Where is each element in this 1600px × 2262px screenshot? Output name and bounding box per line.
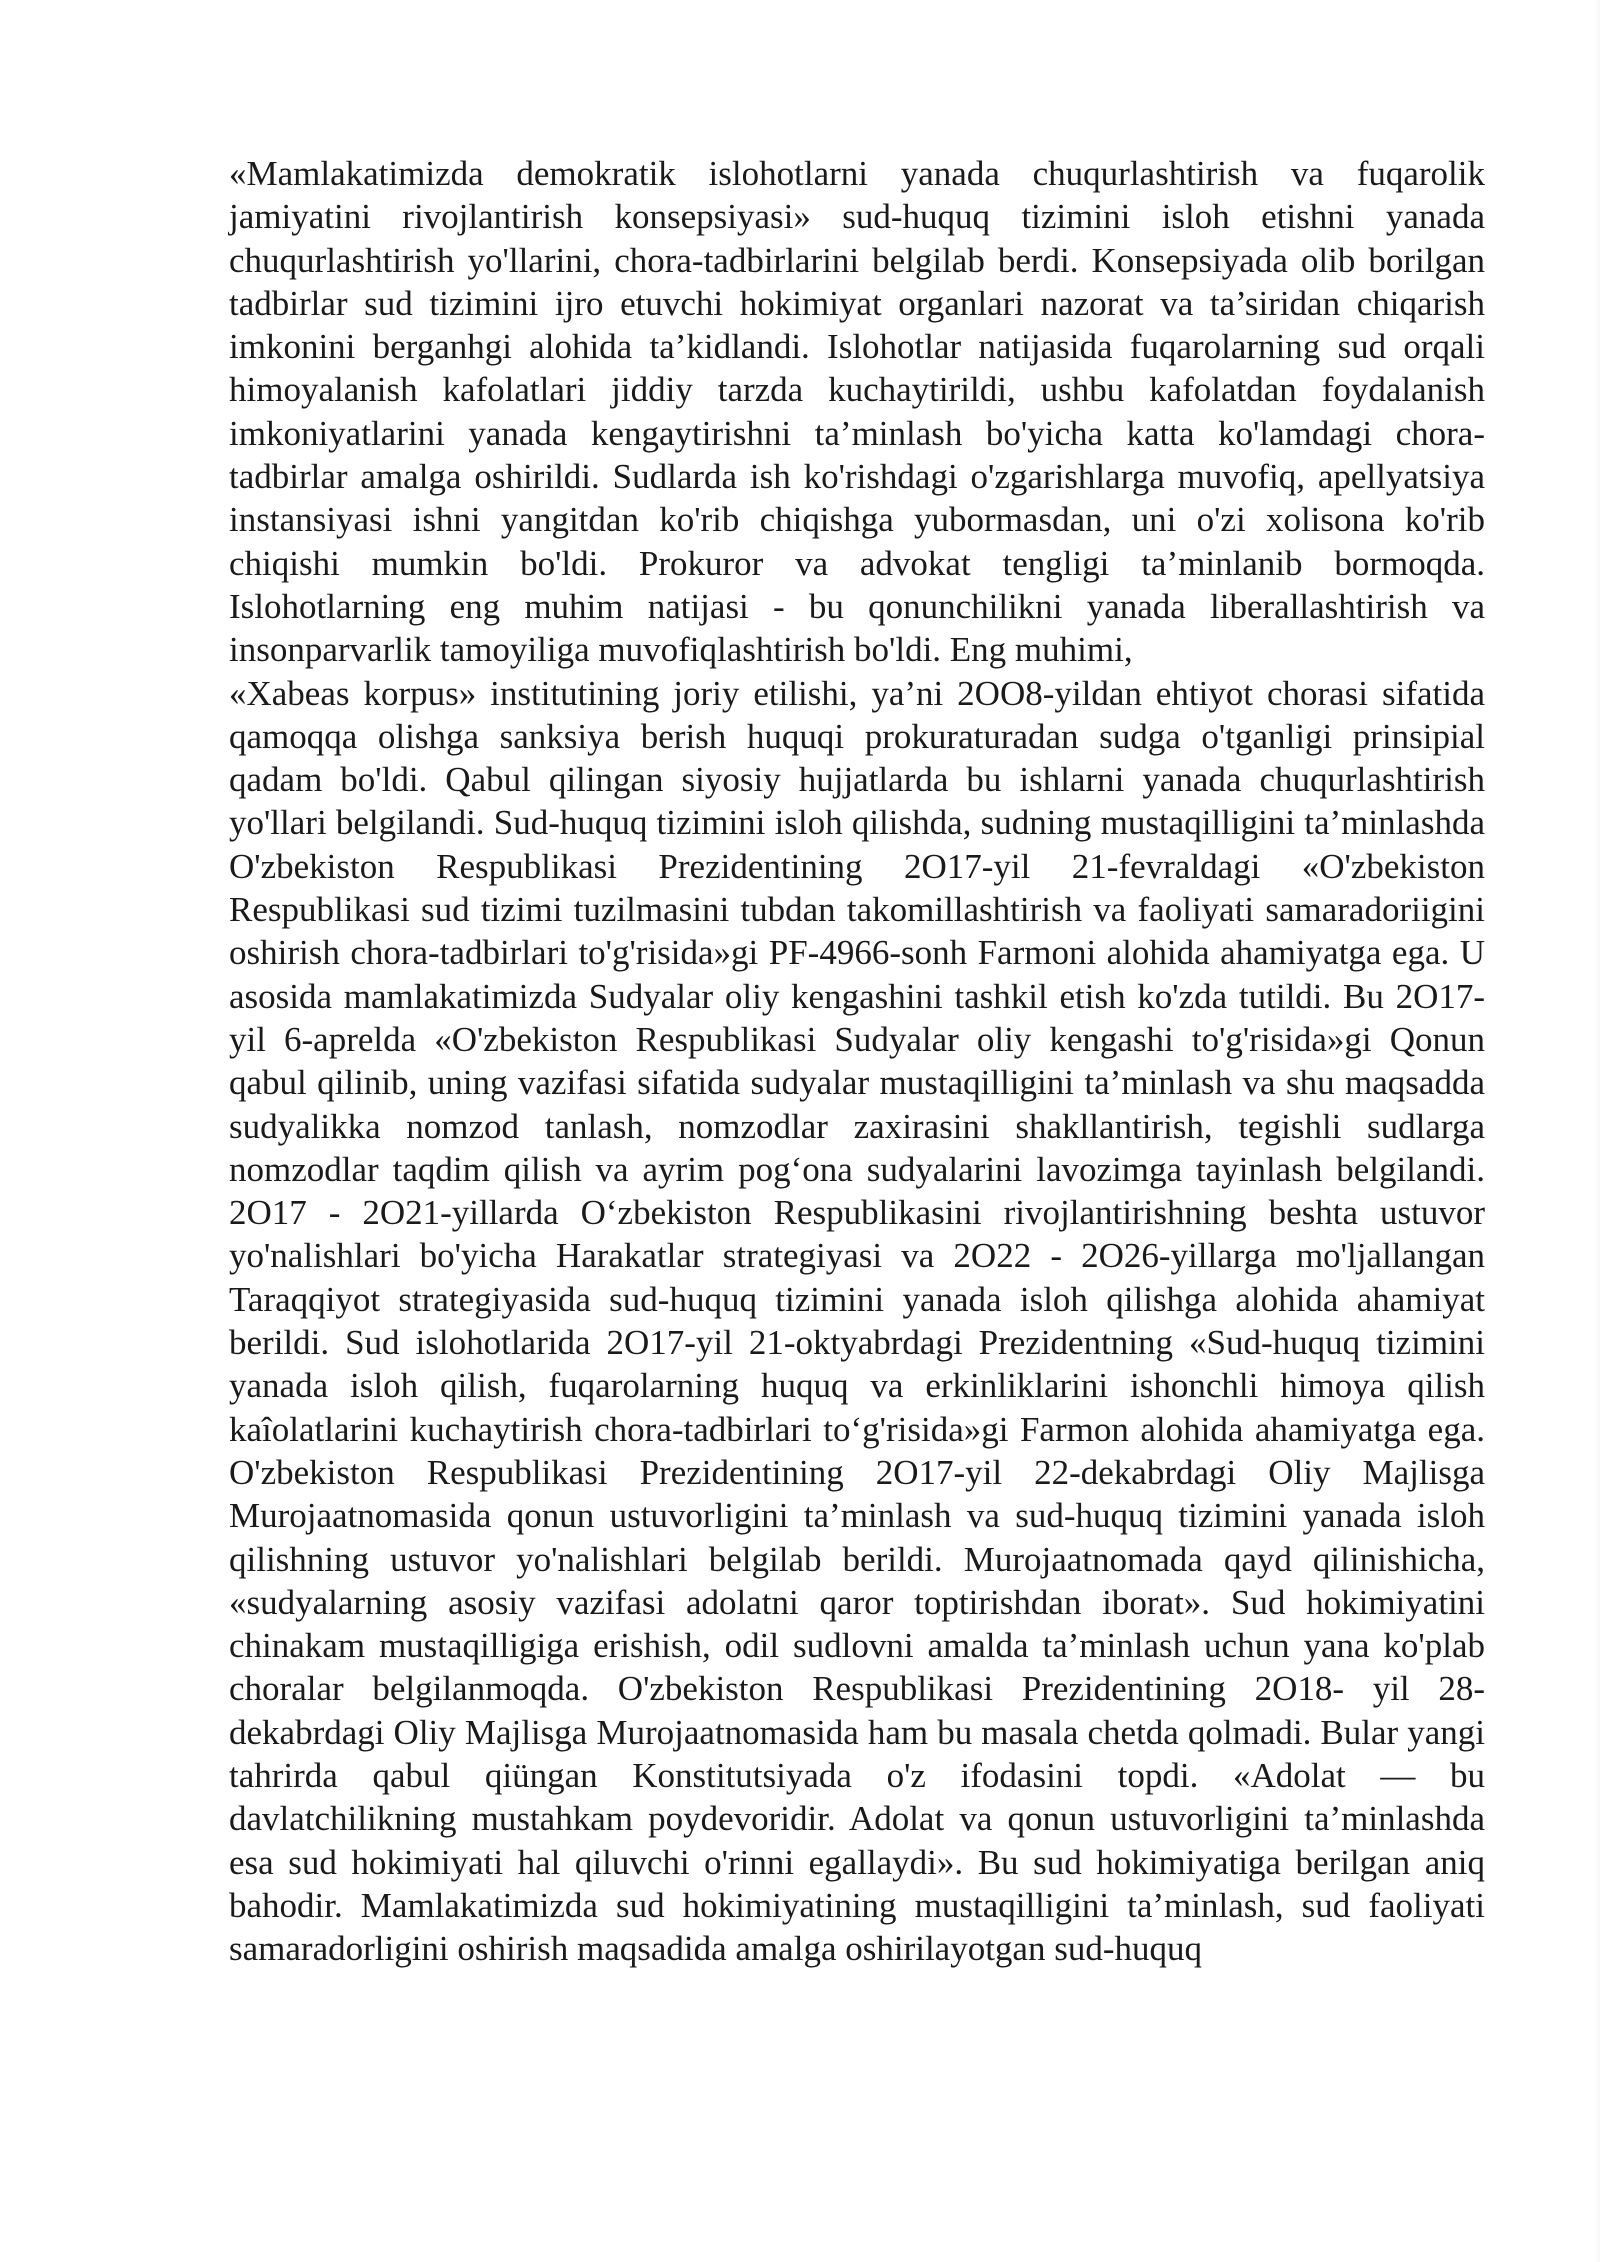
paragraph-concept-reforms: «Mamlakatimizda demokratik islohotlarni yanada chuqurlashtirish va fuqarolik jamiyatini rivojlantirish konsepsiyasi» sud-huquq tizimini isloh etishni yanada chuqurlashtirish yo'llarini, chora-tadbirlarini belgilab berdi. Konsepsiyada olib borilgan tadbirlar sud tizimini ijro etuvchi hokimiyat organlari nazorat va ta’siridan chiqarish imkonini berganhgi alohida ta’kidlandi. Islohotlar natijasida fuqarolarning sud orqali himoyalanish kafolatlari jiddiy tarzda kuchaytirildi, ushbu kafolatdan foydalanish imkoniyatlarini yanada kengaytirishni ta’minlash bo'yicha katta ko'lamdagi chora-tadbirlar amalga oshirildi. Sudlarda ish ko'rishdagi o'zgarishlarga muvofiq, apellyatsiya instansiyasi ishni yangitdan ko'rib chiqishga yubormasdan, uni o'zi xolisona ko'rib chiqishi mumkin bo'ldi. Prokuror va advokat tengligi ta’minlanib bormoqda. Islohotlarning eng muhim natijasi - bu qonunchilikni yanada liberallashtirish va insonparvarlik tamoyiliga muvofiqlashtirish bo'ldi. Eng muhimi, xyxy=(229,154,1485,670)
body-text xyxy=(229,152,1485,1970)
page-edge-shadow xyxy=(1594,0,1600,2262)
paragraph-habeas-corpus: «Xabeas korpus» institutining joriy etilishi, ya’ni 2OO8-yildan ehtiyot chorasi sifatida qamoqqa olishga sanksiya berish huquqi prokuraturadan sudga o'tganligi prinsipial qadam bo'ldi. Qabul qilingan siyosiy hujjatlarda bu ishlarni yanada chuqurlashtirish yo'llari belgilandi. Sud-huquq tizimini isloh qilishda, sudning mustaqilligini ta’minlashda O'zbekiston Respublikasi Prezidentining 2O17-yil 21-fevraldagi «O'zbekiston Respublikasi sud tizimi tuzilmasini tubdan takomillashtirish va faoliyati samaradoriigini oshirish chora-tadbirlari to'g'risida»gi PF-4966-sonh Farmoni alohida ahamiyatga ega. U asosida mamlakatimizda Sudyalar oliy kengashini tashkil etish ko'zda tutildi. Bu 2O17-yil 6-aprelda «O'zbekiston Respublikasi Sudyalar oliy kengashi to'g'risida»gi Qonun qabul qilinib, uning vazifasi sifatida sudyalar mustaqilligini ta’minlash va shu maqsadda sudyalikka nomzod tanlash, nomzodlar zaxirasini shakllantirish, tegishli sudlarga nomzodlar taqdim qilish va ayrim pog‘ona sudyalarini lavozimga tayinlash belgilandi. 2O17 - 2O21-yillarda O‘zbekiston Respublikasini rivojlantirishning beshta ustuvor yo'nalishlari bo'yicha Harakatlar strategiyasi va 2O22 - 2O26-yillarga mo'ljallangan Taraqqiyot strategiyasida sud-huquq tizimini yanada isloh qilishga alohida ahamiyat berildi. Sud islohotlarida 2O17-yil 21-oktyabrdagi Prezidentning «Sud-huquq tizimini yanada isloh qilish, fuqarolarning huquq va erkinliklarini ishonchli himoya qilish kaîolatlarini kuchaytirish chora-tadbirlari to‘g'risida»gi Farmon alohida ahamiyatga ega. O'zbekiston Respublikasi Prezidentining 2O17-yil 22-dekabrdagi Oliy Majlisga Murojaatnomasida qonun ustuvorligini ta’minlash va sud-huquq tizimini yanada isloh qilishning ustuvor yo'nalishlari belgilab berildi. Murojaatnomada qayd qilinishicha, «sudyalarning asosiy vazifasi adolatni qaror toptirishdan iborat». Sud hokimiyatini chinakam mustaqilligiga erishish, odil sudlovni amalda ta’minlash uchun yana ko'plab choralar belgilanmoqda. O'zbekiston Respublikasi Prezidentining 2O18- yil 28-dekabrdagi Oliy Majlisga Murojaatnomasida ham bu masala chetda qolmadi. Bular yangi tahrirda qabul qiüngan Konstitutsiyada o'z ifodasini topdi. «Adolat — bu davlatchilikning mustahkam poydevoridir. Adolat va qonun ustuvorligini ta’minlashda esa sud hokimiyati hal qiluvchi o'rinni egallaydi». Bu sud hokimiyatiga berilgan aniq bahodir. Mamlakatimizda sud hokimiyatining mustaqilligini ta’minlash, sud faoliyati samaradorligini oshirish maqsadida amalga oshirilayotgan sud-huquq xyxy=(229,673,1485,1969)
